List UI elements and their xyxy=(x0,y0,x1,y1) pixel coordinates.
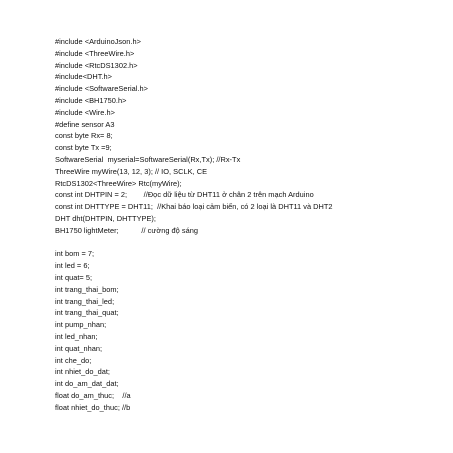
code-line: const byte Rx= 8; xyxy=(55,131,113,141)
code-line: #include <BH1750.h> xyxy=(55,95,127,105)
code-line: RtcDS1302<ThreeWire> Rtc(myWire); xyxy=(55,178,182,188)
code-line: int che_do; xyxy=(55,355,92,365)
code-line: ThreeWire myWire(13, 12, 3); // IO, SCLK, CE xyxy=(55,166,208,176)
code-block xyxy=(55,36,445,414)
code-line: int nhiet_do_dat; xyxy=(55,367,110,377)
code-line: DHT dht(DHTPIN, DHTTYPE); xyxy=(55,213,156,223)
code-line: #include <SoftwareSerial.h> xyxy=(55,84,148,94)
code-line: int led = 6; xyxy=(55,261,90,271)
code-line: int trang_thai_quat; xyxy=(55,308,119,318)
code-line: int pump_nhan; xyxy=(55,320,107,330)
code-line: const int DHTTYPE = DHT11; //Khai báo loại cảm biến, có 2 loại là DHT11 và DHT2 xyxy=(55,202,333,212)
code-line: #include <ArduinoJson.h> xyxy=(55,37,141,46)
code-line: #include <Wire.h> xyxy=(55,107,115,117)
code-line: int quat= 5; xyxy=(55,272,93,282)
code-line: int trang_thai_led; xyxy=(55,296,115,306)
code-line: int do_am_dat_dat; xyxy=(55,379,119,389)
code-line: int led_nhan; xyxy=(55,331,98,341)
code-line: #include <ThreeWire.h> xyxy=(55,48,135,58)
code-line: #include <RtcDS1302.h> xyxy=(55,60,138,70)
code-line: SoftwareSerial myserial=SoftwareSerial(Rx,Tx); //Rx-Tx xyxy=(55,154,241,164)
code-line: float nhiet_do_thuc; //b xyxy=(55,402,131,412)
code-line: const byte Tx =9; xyxy=(55,143,112,153)
code-line: const int DHTPIN = 2; //Đọc dữ liệu từ DHT11 ở chân 2 trên mạch Arduino xyxy=(55,190,314,200)
blank-line xyxy=(55,237,445,249)
code-line: BH1750 lightMeter; // cường độ sáng xyxy=(55,225,198,235)
code-line: float do_am_thuc; //a xyxy=(55,390,131,400)
code-line: #include<DHT.h> xyxy=(55,72,112,82)
code-line: int trang_thai_bom; xyxy=(55,284,119,294)
code-line: #define sensor A3 xyxy=(55,119,115,129)
code-line: int quat_nhan; xyxy=(55,343,103,353)
code-line: int bom = 7; xyxy=(55,249,95,259)
